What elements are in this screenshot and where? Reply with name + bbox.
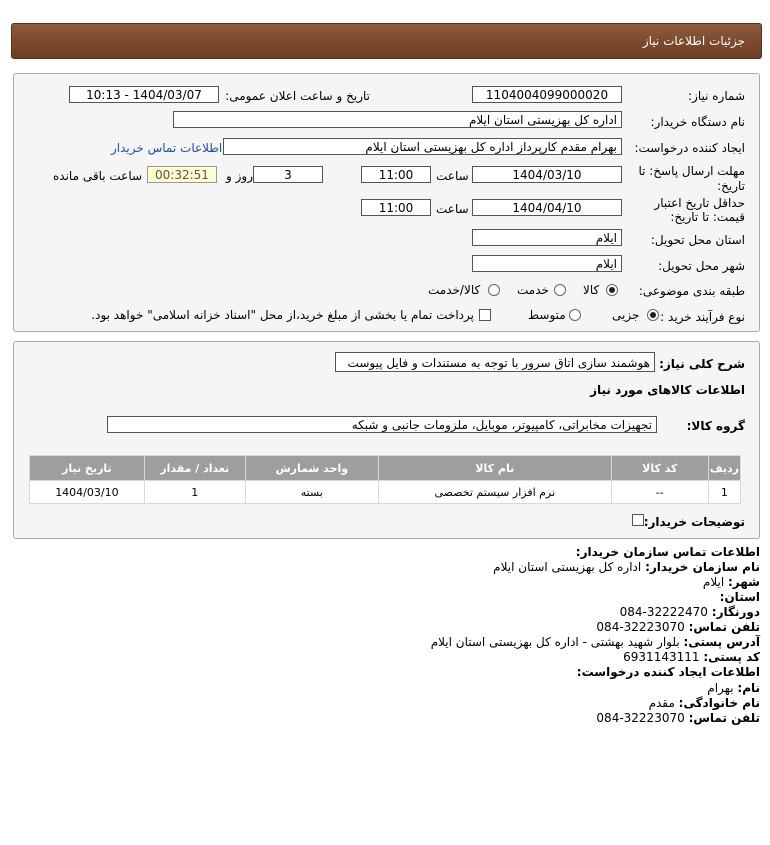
- days-label: روز و: [226, 169, 253, 183]
- goods-table: [29, 455, 741, 504]
- payment-note: پرداخت تمام یا بخشی از مبلغ خرید،از محل "اسناد خزانه اسلامی" خواهد بود.: [91, 308, 474, 322]
- first-name-line: نام: بهرام: [707, 681, 760, 695]
- goods-info-title: اطلاعات کالاهای مورد نیاز: [590, 383, 745, 397]
- page-header: [11, 23, 762, 59]
- deadline-time-label: ساعت: [436, 169, 469, 183]
- deadline-label-1: مهلت ارسال پاسخ: تا: [638, 164, 745, 178]
- deadline-label-2: تاریخ:: [717, 179, 745, 193]
- category-option-service: خدمت: [517, 283, 549, 297]
- purchase-type-label: نوع فرآیند خرید :: [660, 310, 745, 324]
- category-radio-both[interactable]: [488, 284, 500, 296]
- cell-quantity: 1: [144, 481, 245, 504]
- category-label: طبقه بندی موضوعی:: [638, 284, 745, 298]
- cell-unit: بسته: [245, 481, 378, 504]
- org-phone: 084-32223070: [596, 620, 685, 634]
- validity-date-field: 1404/04/10: [472, 199, 622, 216]
- goods-group-field: تجهیزات مخابراتی، کامپیوتر، موبایل، ملزومات جانبی و شبکه: [107, 416, 657, 433]
- purchase-option-minor: جزیی: [612, 308, 640, 322]
- deadline-time-field: 11:00: [361, 166, 431, 183]
- creator-last-name: مقدم: [648, 696, 675, 710]
- contact-buyer-link[interactable]: اطلاعات تماس خریدار: [111, 141, 223, 155]
- category-radio-goods[interactable]: [606, 284, 618, 296]
- validity-label-2: قیمت: تا تاریخ:: [670, 210, 745, 224]
- page-title: جزئیات اطلاعات نیاز: [642, 34, 745, 48]
- creator-phone-line: تلفن تماس: 084-32223070: [596, 711, 760, 725]
- postal-line: کد پستی: 6931143111: [623, 650, 760, 664]
- cell-date: 1404/03/10: [30, 481, 145, 504]
- purchase-radio-minor[interactable]: [647, 309, 659, 321]
- org-city: ایلام: [702, 575, 725, 589]
- announce-label: تاریخ و ساعت اعلان عمومی:: [225, 89, 370, 103]
- org-name-line: نام سازمان خریدار: اداره کل بهزیستی استان ایلام: [493, 560, 760, 574]
- creator-phone: 084-32223070: [596, 711, 685, 725]
- org-contact-title: اطلاعات تماس سازمان خریدار:: [575, 545, 760, 559]
- buyer-notes-label: توضیحات خریدار:: [643, 515, 745, 529]
- col-code: کد کالا: [611, 456, 708, 481]
- need-description-field: هوشمند سازی اتاق سرور با توجه به مستندات و فایل پیوست: [335, 352, 655, 372]
- province-field: ایلام: [472, 229, 622, 246]
- category-option-both: کالا/خدمت: [428, 283, 481, 297]
- days-field: 3: [253, 166, 323, 183]
- buyer-label: نام دستگاه خریدار:: [650, 115, 745, 129]
- goods-group-label: گروه کالا:: [686, 419, 745, 433]
- city-label: شهر محل تحویل:: [658, 259, 745, 273]
- city-line: شهر: ایلام: [702, 575, 760, 589]
- remaining-time-field: 00:32:51: [147, 166, 217, 183]
- deadline-date-field: 1404/03/10: [472, 166, 622, 183]
- fax-line: دورنگار: 084-32222470: [619, 605, 760, 619]
- creator-label: ایجاد کننده درخواست:: [634, 141, 745, 155]
- creator-first-name: بهرام: [707, 681, 734, 695]
- need-description-label: شرح کلی نیاز:: [659, 357, 745, 371]
- remaining-label: ساعت باقی مانده: [53, 169, 143, 183]
- table-row: [30, 481, 741, 504]
- last-name-line: نام خانوادگی: مقدم: [648, 696, 760, 710]
- validity-label-1: حداقل تاریخ اعتبار: [654, 196, 745, 210]
- cell-row: 1: [708, 481, 740, 504]
- col-unit: واحد شمارش: [245, 456, 378, 481]
- treasury-checkbox[interactable]: [479, 309, 491, 321]
- col-row: ردیف: [708, 456, 740, 481]
- purchase-radio-medium[interactable]: [569, 309, 581, 321]
- table-header-row: [30, 456, 741, 481]
- announce-field: 1404/03/07 - 10:13: [69, 86, 219, 103]
- province-line: استان:: [719, 590, 760, 604]
- need-number-field: 1104004099000020: [472, 86, 622, 103]
- city-field: ایلام: [472, 255, 622, 272]
- creator-field: بهرام مقدم کارپرداز اداره کل بهزیستی استان ایلام: [223, 138, 622, 155]
- buyer-field: اداره کل بهزیستی استان ایلام: [173, 111, 622, 128]
- col-quantity: تعداد / مقدار: [144, 456, 245, 481]
- phone-line: تلفن تماس: 084-32223070: [596, 620, 760, 634]
- need-number-label: شماره نیاز:: [688, 89, 745, 103]
- address-line: آدرس پستی: بلوار شهید بهشتی - اداره کل بهزیستی استان ایلام: [430, 635, 760, 649]
- cell-name: نرم افزار سیستم تخصصی: [378, 481, 611, 504]
- purchase-option-medium: متوسط: [528, 308, 566, 322]
- category-option-goods: کالا: [583, 283, 600, 297]
- province-label: استان محل تحویل:: [650, 233, 745, 247]
- org-address: بلوار شهید بهشتی - اداره کل بهزیستی استان ایلام: [430, 635, 680, 649]
- col-name: نام کالا: [378, 456, 611, 481]
- validity-time-field: 11:00: [361, 199, 431, 216]
- buyer-notes-checkbox[interactable]: [632, 514, 644, 526]
- category-radio-service[interactable]: [554, 284, 566, 296]
- org-name: اداره کل بهزیستی استان ایلام: [493, 560, 642, 574]
- org-postal: 6931143111: [623, 650, 700, 664]
- creator-info-title: اطلاعات ایجاد کننده درخواست:: [576, 665, 760, 679]
- org-fax: 084-32222470: [619, 605, 708, 619]
- cell-code: --: [611, 481, 708, 504]
- col-date: تاریخ نیاز: [30, 456, 145, 481]
- validity-time-label: ساعت: [436, 202, 469, 216]
